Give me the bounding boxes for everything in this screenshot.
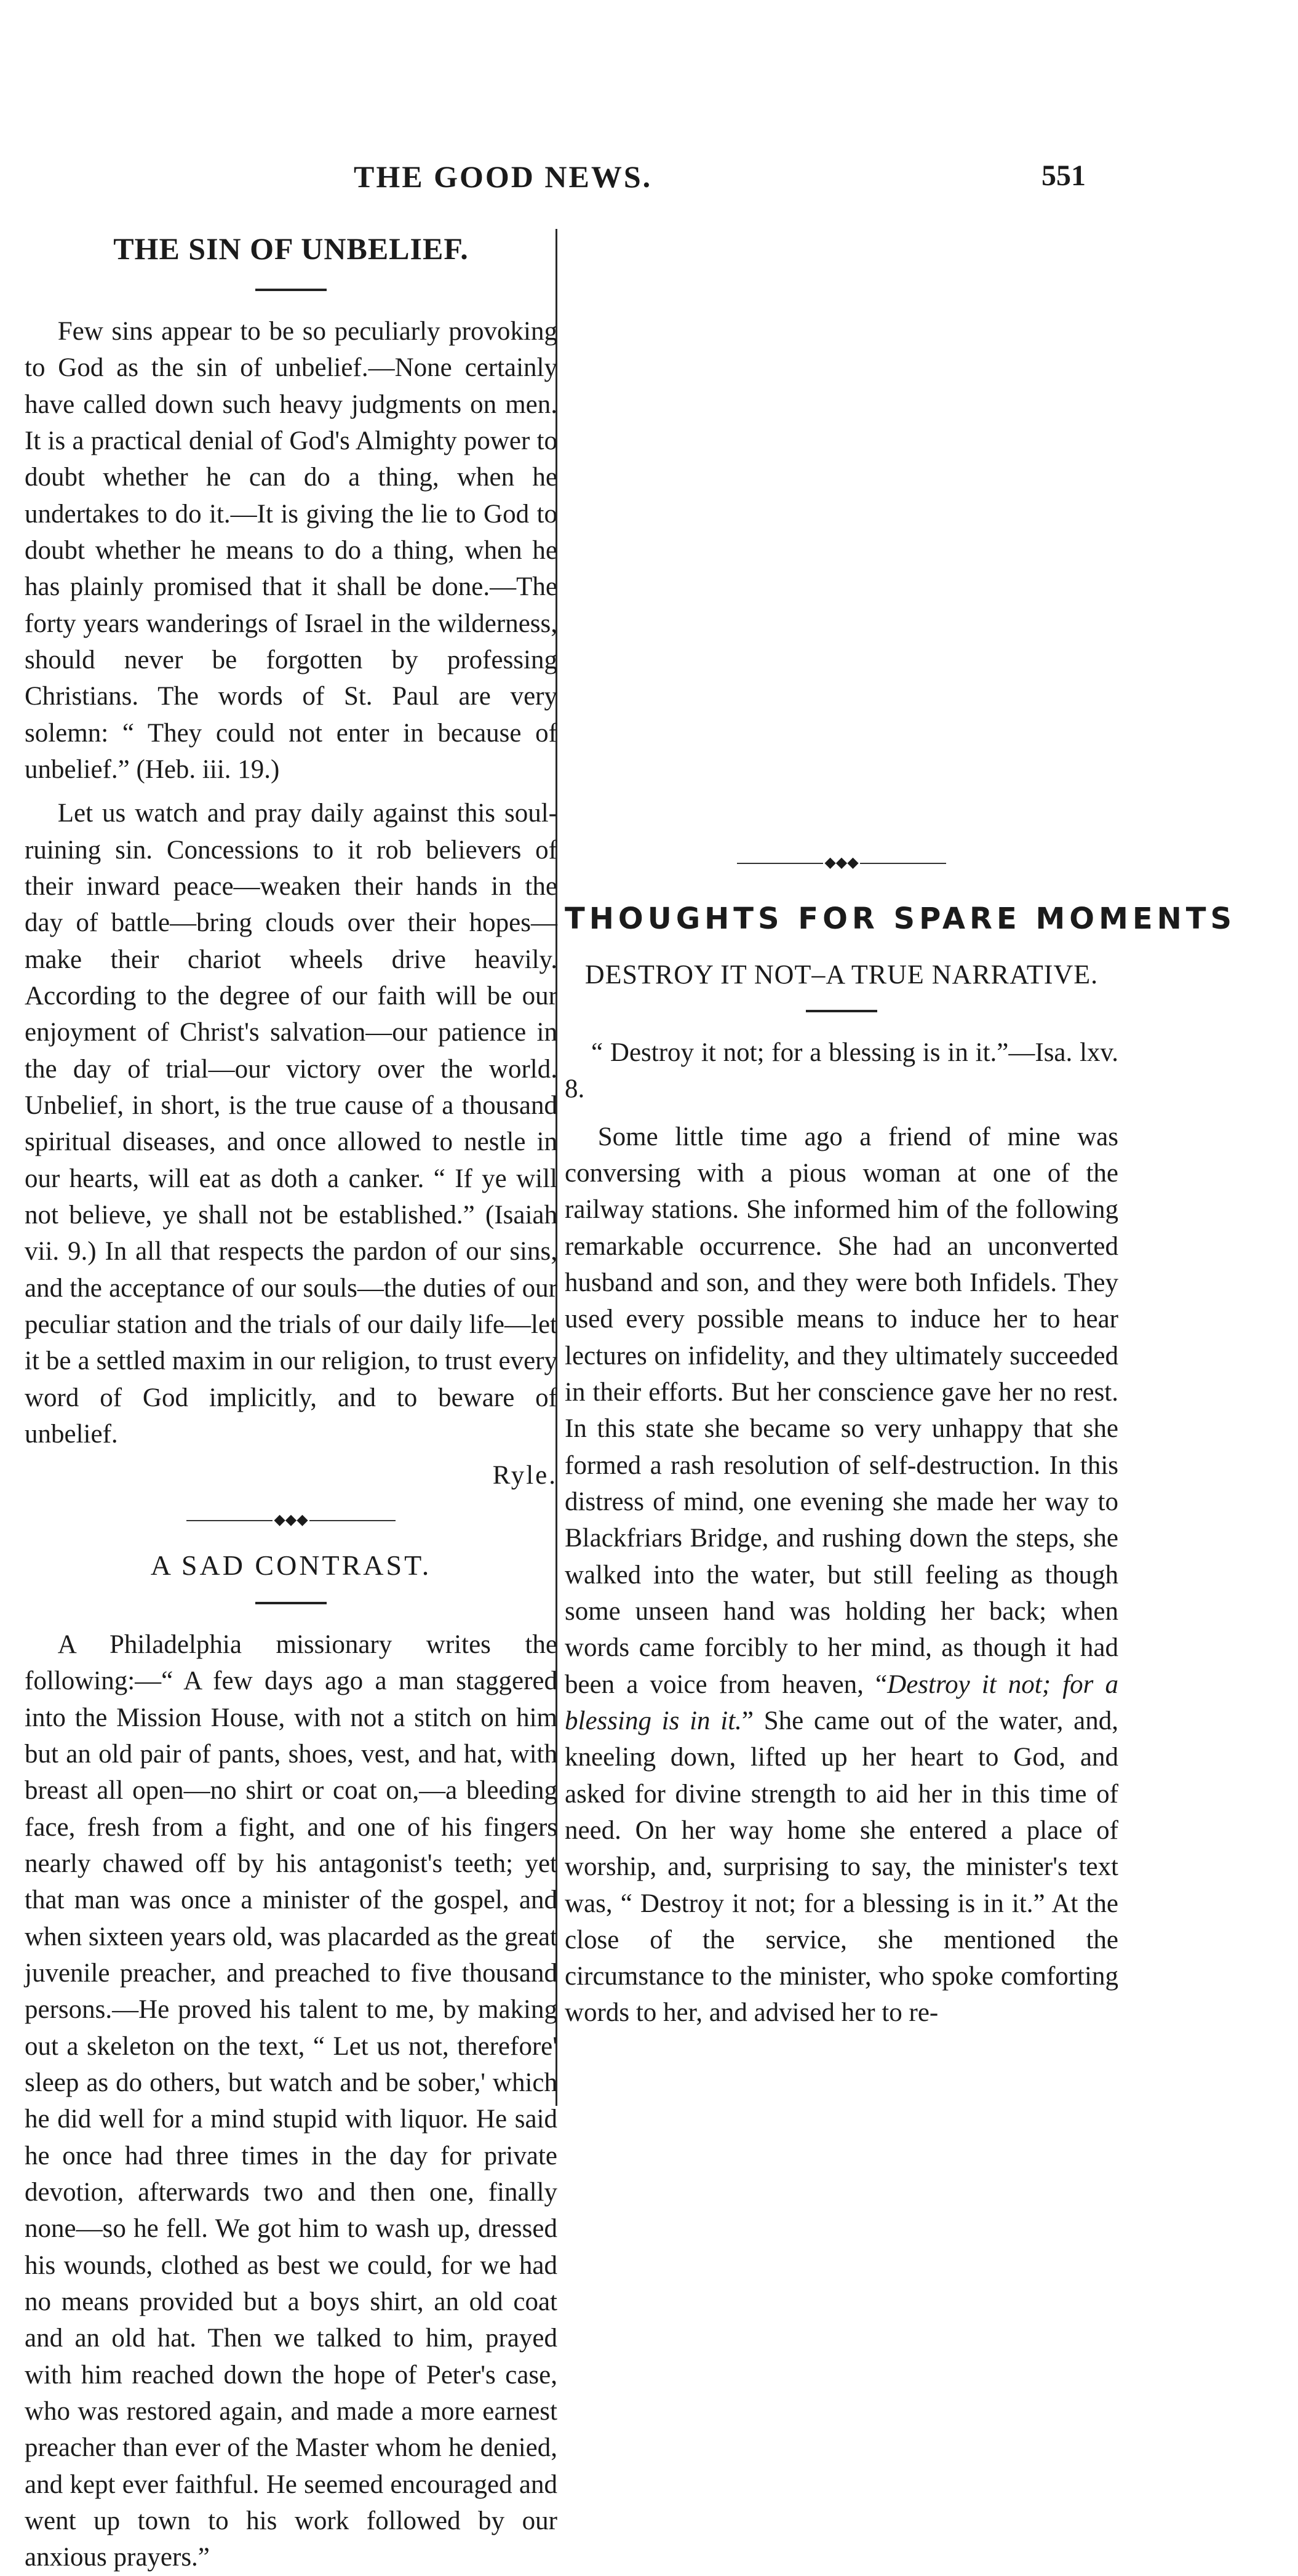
narrative-paragraph xyxy=(565,1119,1118,2031)
diamond-ornament-icon: ◆◆◆ xyxy=(273,1511,309,1527)
unbelief-paragraph-2: Let us watch and pray daily against this soul-ruining sin. Concessions to it rob believers of their inward peace—weaken their hands in the day of battle—bring clouds over their hopes—make their chariot wheels drive heavily. According to the degree of our faith will be our enjoyment of Christ's salvation—our patience in the day of trial—our victory over the world. Unbelief, in short, is the true cause of a thousand spiritual diseases, and once allowed to nestle in our hearts, will eat as doth a canker. “ If ye will not believe, ye shall not be established.” (Isaiah vii. 9.) In all that respects the pardon of our sins, and the acceptance of our souls—the duties of our peculiar station and the trials of our daily life—let it be a settled maxim in our religion, to trust every word of God implicitly, and to beware of unbelief. xyxy=(25,799,557,1449)
right-column xyxy=(565,228,1236,2031)
ornament-divider xyxy=(186,1510,396,1529)
narrative-text-part-2: ” She came out of the water, and, kneeling down, lifted up her heart to God, and asked for divine strength to aid her in this time of need. On her way home she entered a place of worship, and, surprising to say, the minister's text was, “ Destroy it not; for a blessing is in it.” At the close of the service, she mentioned the circumstance to the minister, who spoke comforting words to her, and advised her to re- xyxy=(565,1706,1118,2028)
article-title-unbelief: THE SIN OF UNBELIEF. xyxy=(113,231,469,266)
article-title-sad-contrast: A SAD CONTRAST. xyxy=(150,1549,432,1581)
author-signature: Ryle. xyxy=(492,1461,557,1490)
left-column xyxy=(25,228,557,2576)
unbelief-paragraph-1: Few sins appear to be so peculiarly provoking to God as the sin of unbelief.—None certainly have called down such heavy judgments on men. It is a practical denial of God's Almighty power to doubt whether he can do a thing, when he undertakes to do it.—It is giving the lie to God to doubt whether he means to do a thing, when he has plainly promised that it shall be done.—The forty years wanderings of Israel in the wilderness, should never be forgotten by professing Christians. The words of St. Paul are very solemn: “ They could not enter in because of unbelief.” (Heb. iii. 19.) xyxy=(25,317,557,784)
narrative-italic-quote: Destroy it not; for a blessing is in it. xyxy=(565,1670,1118,1735)
title-underline xyxy=(255,1602,327,1604)
title-underline xyxy=(255,289,327,291)
contrast-paragraph-1: A Philadelphia missionary writes the following:—“ A few days ago a man staggered into the Mission House, with not a stitch on him but an old pair of pants, shoes, vest, and hat, with breast all open—no shirt or coat on,—a bleeding face, fresh from a fight, and one of his fingers nearly chawed off by his antagonist's teeth; yet that man was once a minister of the gospel, and when sixteen years old, was placarded as the great juvenile preacher, and preached to five thousand persons.—He proved his talent to me, by making out a skeleton on the text, “ Let us not, therefore' sleep as do others, but watch and be sober,' which he did well for a mind stupid with liquor. He said he once had three times in the day for private devotion, afterwards two and then one, finally none—so he fell. We got him to wash up, dressed his wounds, clothed as best we could, for we had no means provided but a boys shirt, an old coat and an old hat. Then we talked to him, prayed with him reached down the hope of Peter's case, who was restored again, and made a more earnest preacher than ever of the Master whom he denied, and kept ever faithful. He seemed encouraged and went up town to his work followed by our anxious prayers.” xyxy=(25,1630,557,2572)
ornament-divider xyxy=(737,855,946,871)
narrative-text-part-1: Some little time ago a friend of mine was conversing with a pious woman at one of the railway stations. She informed him of the following remarkable occurrence. She had an unconverted husband and son, and they were both Infidels. They used every possible means to induce her to hear lectures on infidelity, and they ultimately succeeded in their efforts. But her conscience gave her no rest. In this state she became so very unhappy that she formed a rash resolution of self-destruction. In this distress of mind, one evening she made her way to Blackfriars Bridge, and rushing down the steps, she walked into the water, but still feeling as though some unseen hand was holding her back; when words came forcibly to her mind, as though it had been a voice from heaven, “ xyxy=(565,1122,1118,1699)
title-underline xyxy=(806,1010,877,1012)
article-subtitle-destroy: DESTROY IT NOT–A TRUE NARRATIVE. xyxy=(584,959,1099,990)
diamond-ornament-icon: ◆◆◆ xyxy=(823,854,860,870)
running-head xyxy=(0,159,1298,202)
page-number: 551 xyxy=(1041,159,1086,192)
section-title-thoughts: THOUGHTS FOR SPARE MOMENTS xyxy=(565,902,1236,936)
journal-title: THE GOOD NEWS. xyxy=(354,159,653,194)
scripture-epigraph: “ Destroy it not; for a blessing is in it.”—Isa. lxv. 8. xyxy=(565,1038,1118,1104)
